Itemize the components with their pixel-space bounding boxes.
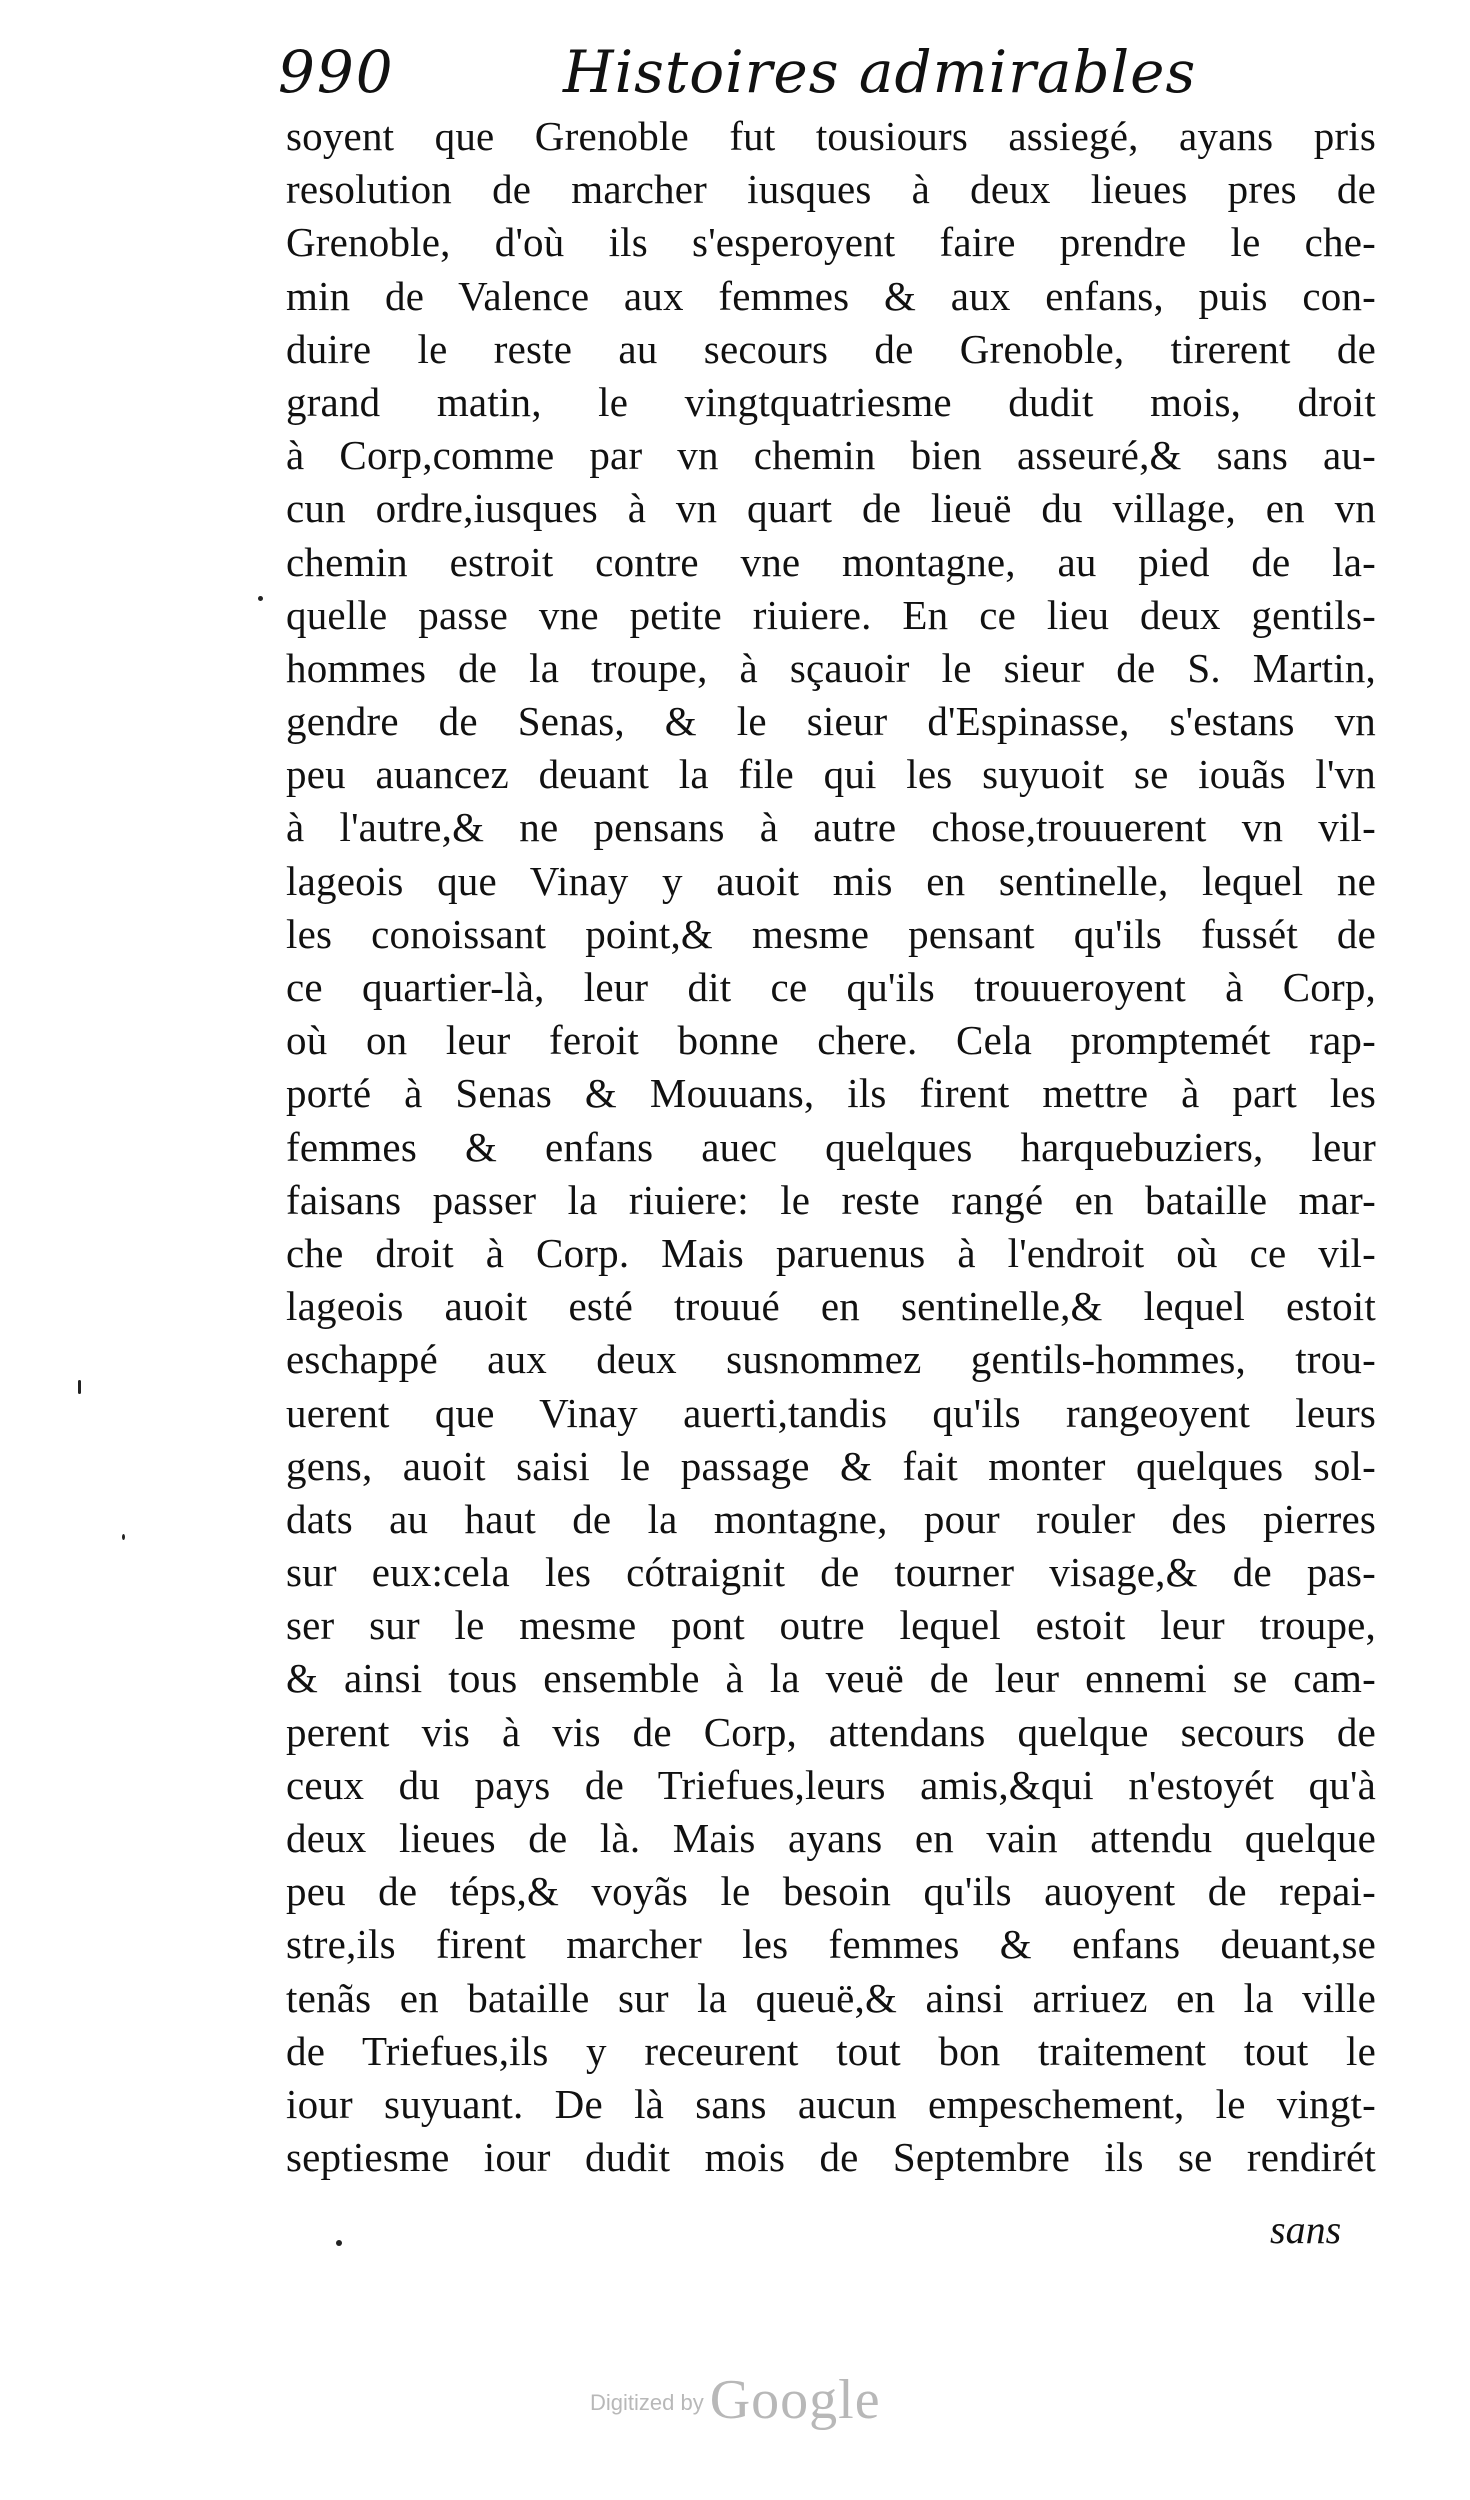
text-line: septiesme iour dudit mois de Septembre ils se rendirét xyxy=(286,2134,1376,2181)
text-line: porté à Senas & Mouuans, ils firent mettre à part les xyxy=(286,1070,1376,1117)
body-text xyxy=(286,110,1376,2184)
text-line: peu auancez deuant la file qui les suyuoit se iouãs l'vn xyxy=(286,751,1376,798)
catchword: sans xyxy=(1270,2207,1342,2252)
google-wordmark: Google xyxy=(709,2369,881,2431)
text-line: peu de téps,& voyãs le besoin qu'ils auoyent de repai- xyxy=(286,1868,1376,1915)
text-line: gens, auoit saisi le passage & fait monter quelques sol- xyxy=(286,1442,1376,1489)
text-line: faisans passer la riuiere: le reste rangé en bataille mar- xyxy=(286,1176,1376,1223)
text-line: où on leur feroit bonne chere. Cela promptemét rap- xyxy=(286,1017,1376,1064)
text-line: les conoissant point,& mesme pensant qu'ils fussét de xyxy=(286,910,1376,957)
text-line: duire le reste au secours de Grenoble, tirerent de xyxy=(286,325,1376,372)
text-line: de Triefues,ils y receurent tout bon traitement tout le xyxy=(286,2027,1376,2074)
ink-speck xyxy=(78,1380,81,1394)
text-line: deux lieues de là. Mais ayans en vain attendu quelque xyxy=(286,1815,1376,1861)
text-line: ce quartier-là, leur dit ce qu'ils trouueroyent à Corp, xyxy=(286,964,1376,1010)
text-line: stre,ils firent marcher les femmes & enfans deuant,se xyxy=(286,1921,1376,1968)
text-line: iour suyuant. De là sans aucun empeschement, le vingt- xyxy=(286,2080,1376,2127)
text-line: quelle passe vne petite riuiere. En ce lieu deux gentils- xyxy=(286,591,1376,638)
text-line: uerent que Vinay auerti,tandis qu'ils rangeoyent leurs xyxy=(286,1389,1376,1436)
text-line: hommes de la troupe, à sçauoir le sieur de S. Martin, xyxy=(286,644,1376,691)
ink-speck xyxy=(258,596,263,601)
text-line: dats au haut de la montagne, pour rouler des pierres xyxy=(286,1495,1376,1542)
text-line: femmes & enfans auec quelques harquebuziers, leur xyxy=(286,1123,1376,1170)
page-number: 990 xyxy=(278,38,395,106)
text-line: min de Valence aux femmes & aux enfans, puis con- xyxy=(286,272,1376,319)
text-line: lageois que Vinay y auoit mis en sentinelle, lequel ne xyxy=(286,857,1376,904)
text-line: à Corp,comme par vn chemin bien asseuré,& sans au- xyxy=(286,432,1376,479)
text-line: & ainsi tous ensemble à la veuë de leur ennemi se cam- xyxy=(286,1655,1376,1702)
ink-speck xyxy=(336,2240,342,2246)
text-line: lageois auoit esté trouué en sentinelle,& lequel estoit xyxy=(286,1283,1376,1330)
text-line: resolution de marcher iusques à deux lieues pres de xyxy=(286,166,1376,213)
digitization-watermark xyxy=(590,2368,881,2432)
text-line: tenãs en bataille sur la queuë,& ainsi arriuez en la ville xyxy=(286,1974,1376,2021)
text-line: Grenoble, d'où ils s'esperoyent faire prendre le che- xyxy=(286,219,1376,266)
text-line: sur eux:cela les cótraignit de tourner visage,& de pas- xyxy=(286,1549,1376,1596)
text-line: cun ordre,iusques à vn quart de lieuë du village, en vn xyxy=(286,485,1376,532)
text-line: perent vis à vis de Corp, attendans quelque secours de xyxy=(286,1708,1376,1755)
text-line: eschappé aux deux susnommez gentils-hommes, trou- xyxy=(286,1336,1376,1383)
text-line: grand matin, le vingtquatriesme dudit mois, droit xyxy=(286,378,1376,425)
text-line: ceux du pays de Triefues,leurs amis,&qui n'estoyét qu'à xyxy=(286,1761,1376,1808)
text-line: ser sur le mesme pont outre lequel estoit leur troupe, xyxy=(286,1602,1376,1649)
ink-speck xyxy=(122,1534,125,1540)
running-title: Histoires admirables xyxy=(563,38,1197,106)
text-line: gendre de Senas, & le sieur d'Espinasse, s'estans vn xyxy=(286,698,1376,745)
text-line: che droit à Corp. Mais paruenus à l'endroit où ce vil- xyxy=(286,1229,1376,1276)
text-line: chemin estroit contre vne montagne, au pied de la- xyxy=(286,538,1376,585)
page-header xyxy=(278,38,1197,118)
text-line: soyent que Grenoble fut tousiours assiegé, ayans pris xyxy=(286,113,1376,159)
digitized-by-label: Digitized by xyxy=(590,2390,704,2415)
text-line: à l'autre,& ne pensans à autre chose,trouuerent vn vil- xyxy=(286,804,1376,851)
